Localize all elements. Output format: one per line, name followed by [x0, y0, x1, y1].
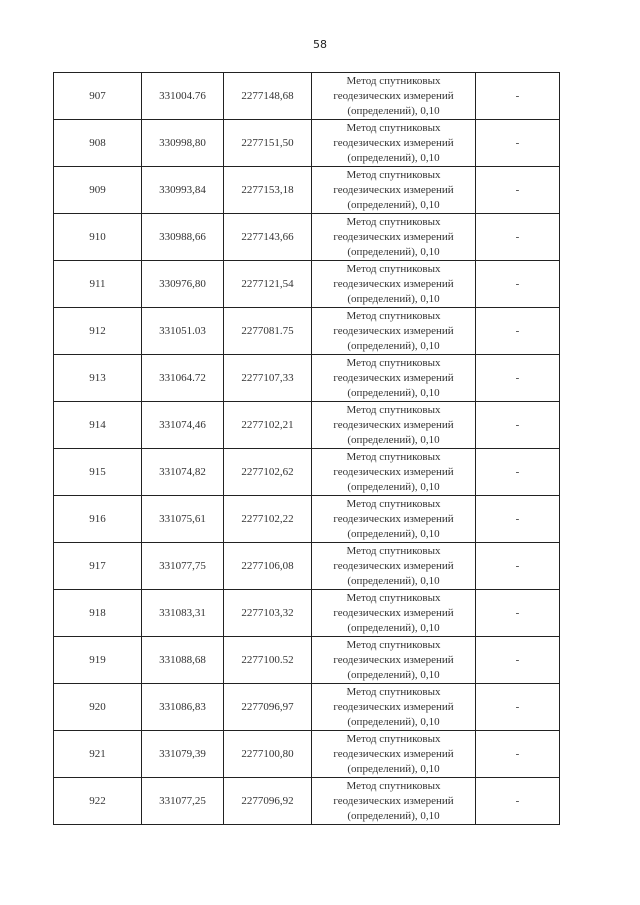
- method-text-line: геодезических измерений: [333, 653, 454, 666]
- table-row: [54, 73, 560, 120]
- table-row: [54, 731, 560, 778]
- point-number-cell: 912: [54, 308, 142, 355]
- x-coordinate-cell: 330988,66: [142, 214, 224, 261]
- method-text-line: (определений), 0,10: [347, 433, 440, 446]
- point-number-cell: 909: [54, 167, 142, 214]
- method-text-line: Метод спутниковых: [346, 215, 441, 228]
- y-coordinate-cell: 2277096,97: [224, 684, 312, 731]
- point-number-cell: 916: [54, 496, 142, 543]
- table-row: [54, 402, 560, 449]
- x-coordinate-cell: 331051.03: [142, 308, 224, 355]
- method-cell: [312, 590, 476, 637]
- description-cell: -: [476, 120, 560, 167]
- description-cell: -: [476, 590, 560, 637]
- method-cell: [312, 496, 476, 543]
- y-coordinate-cell: 2277107,33: [224, 355, 312, 402]
- table-row: [54, 778, 560, 825]
- method-text-line: (определений), 0,10: [347, 715, 440, 728]
- method-text-line: Метод спутниковых: [346, 685, 441, 698]
- y-coordinate-cell: 2277106,08: [224, 543, 312, 590]
- method-cell: [312, 355, 476, 402]
- point-number-cell: 907: [54, 73, 142, 120]
- method-text-line: геодезических измерений: [333, 89, 454, 102]
- method-cell: [312, 214, 476, 261]
- method-cell: [312, 731, 476, 778]
- y-coordinate-cell: 2277081.75: [224, 308, 312, 355]
- description-cell: -: [476, 543, 560, 590]
- x-coordinate-cell: 331074,82: [142, 449, 224, 496]
- method-cell: [312, 308, 476, 355]
- description-cell: -: [476, 355, 560, 402]
- method-text-line: Метод спутниковых: [346, 356, 441, 369]
- table-row: [54, 543, 560, 590]
- x-coordinate-cell: 331074,46: [142, 402, 224, 449]
- method-cell: [312, 120, 476, 167]
- method-text-line: геодезических измерений: [333, 512, 454, 525]
- description-cell: -: [476, 167, 560, 214]
- y-coordinate-cell: 2277102,22: [224, 496, 312, 543]
- method-cell: [312, 167, 476, 214]
- method-text-line: геодезических измерений: [333, 418, 454, 431]
- y-coordinate-cell: 2277102,21: [224, 402, 312, 449]
- y-coordinate-cell: 2277102,62: [224, 449, 312, 496]
- y-coordinate-cell: 2277103,32: [224, 590, 312, 637]
- y-coordinate-cell: 2277096,92: [224, 778, 312, 825]
- table-row: [54, 261, 560, 308]
- table-row: [54, 496, 560, 543]
- page-number: 58: [313, 38, 327, 51]
- x-coordinate-cell: 331004.76: [142, 73, 224, 120]
- point-number-cell: 910: [54, 214, 142, 261]
- x-coordinate-cell: 331086,83: [142, 684, 224, 731]
- table-row: [54, 355, 560, 402]
- table-row: [54, 167, 560, 214]
- point-number-cell: 913: [54, 355, 142, 402]
- method-text-line: (определений), 0,10: [347, 480, 440, 493]
- method-cell: [312, 73, 476, 120]
- y-coordinate-cell: 2277121,54: [224, 261, 312, 308]
- method-text-line: (определений), 0,10: [347, 621, 440, 634]
- x-coordinate-cell: 331088,68: [142, 637, 224, 684]
- x-coordinate-cell: 331077,25: [142, 778, 224, 825]
- description-cell: -: [476, 402, 560, 449]
- x-coordinate-cell: 331079,39: [142, 731, 224, 778]
- description-cell: -: [476, 261, 560, 308]
- point-number-cell: 919: [54, 637, 142, 684]
- point-number-cell: 918: [54, 590, 142, 637]
- method-text-line: (определений), 0,10: [347, 574, 440, 587]
- description-cell: -: [476, 308, 560, 355]
- table-row: [54, 308, 560, 355]
- description-cell: -: [476, 214, 560, 261]
- point-number-cell: 921: [54, 731, 142, 778]
- x-coordinate-cell: 331064.72: [142, 355, 224, 402]
- method-text-line: Метод спутниковых: [346, 779, 441, 792]
- description-cell: -: [476, 778, 560, 825]
- x-coordinate-cell: 331075,61: [142, 496, 224, 543]
- point-number-cell: 915: [54, 449, 142, 496]
- method-text-line: Метод спутниковых: [346, 262, 441, 275]
- method-text-line: (определений), 0,10: [347, 762, 440, 775]
- method-text-line: (определений), 0,10: [347, 527, 440, 540]
- method-text-line: Метод спутниковых: [346, 732, 441, 745]
- method-text-line: геодезических измерений: [333, 230, 454, 243]
- description-cell: -: [476, 731, 560, 778]
- method-text-line: Метод спутниковых: [346, 74, 441, 87]
- x-coordinate-cell: 330993,84: [142, 167, 224, 214]
- method-text-line: (определений), 0,10: [347, 809, 440, 822]
- method-text-line: геодезических измерений: [333, 559, 454, 572]
- method-cell: [312, 261, 476, 308]
- method-text-line: геодезических измерений: [333, 183, 454, 196]
- point-number-cell: 914: [54, 402, 142, 449]
- method-text-line: Метод спутниковых: [346, 121, 441, 134]
- method-text-line: (определений), 0,10: [347, 339, 440, 352]
- y-coordinate-cell: 2277153,18: [224, 167, 312, 214]
- x-coordinate-cell: 330976,80: [142, 261, 224, 308]
- method-cell: [312, 637, 476, 684]
- coordinates-table: [53, 72, 560, 825]
- description-cell: -: [476, 684, 560, 731]
- method-text-line: геодезических измерений: [333, 747, 454, 760]
- method-text-line: Метод спутниковых: [346, 168, 441, 181]
- table-row: [54, 120, 560, 167]
- table-row: [54, 684, 560, 731]
- method-text-line: геодезических измерений: [333, 606, 454, 619]
- description-cell: -: [476, 496, 560, 543]
- method-text-line: геодезических измерений: [333, 136, 454, 149]
- method-text-line: Метод спутниковых: [346, 403, 441, 416]
- method-text-line: (определений), 0,10: [347, 386, 440, 399]
- point-number-cell: 920: [54, 684, 142, 731]
- method-cell: [312, 778, 476, 825]
- method-text-line: геодезических измерений: [333, 324, 454, 337]
- method-text-line: (определений), 0,10: [347, 198, 440, 211]
- method-text-line: геодезических измерений: [333, 700, 454, 713]
- y-coordinate-cell: 2277100,80: [224, 731, 312, 778]
- method-text-line: Метод спутниковых: [346, 450, 441, 463]
- description-cell: -: [476, 449, 560, 496]
- table-row: [54, 214, 560, 261]
- description-cell: -: [476, 637, 560, 684]
- point-number-cell: 908: [54, 120, 142, 167]
- method-text-line: Метод спутниковых: [346, 544, 441, 557]
- point-number-cell: 917: [54, 543, 142, 590]
- y-coordinate-cell: 2277148,68: [224, 73, 312, 120]
- method-text-line: Метод спутниковых: [346, 497, 441, 510]
- method-cell: [312, 543, 476, 590]
- y-coordinate-cell: 2277143,66: [224, 214, 312, 261]
- x-coordinate-cell: 331077,75: [142, 543, 224, 590]
- description-cell: -: [476, 73, 560, 120]
- x-coordinate-cell: 331083,31: [142, 590, 224, 637]
- table-row: [54, 449, 560, 496]
- method-text-line: (определений), 0,10: [347, 245, 440, 258]
- method-text-line: (определений), 0,10: [347, 104, 440, 117]
- y-coordinate-cell: 2277100.52: [224, 637, 312, 684]
- method-cell: [312, 402, 476, 449]
- method-text-line: Метод спутниковых: [346, 309, 441, 322]
- y-coordinate-cell: 2277151,50: [224, 120, 312, 167]
- table-row: [54, 590, 560, 637]
- table-row: [54, 637, 560, 684]
- method-text-line: геодезических измерений: [333, 277, 454, 290]
- method-text-line: (определений), 0,10: [347, 292, 440, 305]
- method-cell: [312, 449, 476, 496]
- method-text-line: геодезических измерений: [333, 794, 454, 807]
- point-number-cell: 911: [54, 261, 142, 308]
- method-text-line: геодезических измерений: [333, 371, 454, 384]
- point-number-cell: 922: [54, 778, 142, 825]
- method-text-line: геодезических измерений: [333, 465, 454, 478]
- x-coordinate-cell: 330998,80: [142, 120, 224, 167]
- method-cell: [312, 684, 476, 731]
- coordinates-table-body: [54, 73, 560, 825]
- method-text-line: Метод спутниковых: [346, 638, 441, 651]
- method-text-line: (определений), 0,10: [347, 668, 440, 681]
- method-text-line: (определений), 0,10: [347, 151, 440, 164]
- method-text-line: Метод спутниковых: [346, 591, 441, 604]
